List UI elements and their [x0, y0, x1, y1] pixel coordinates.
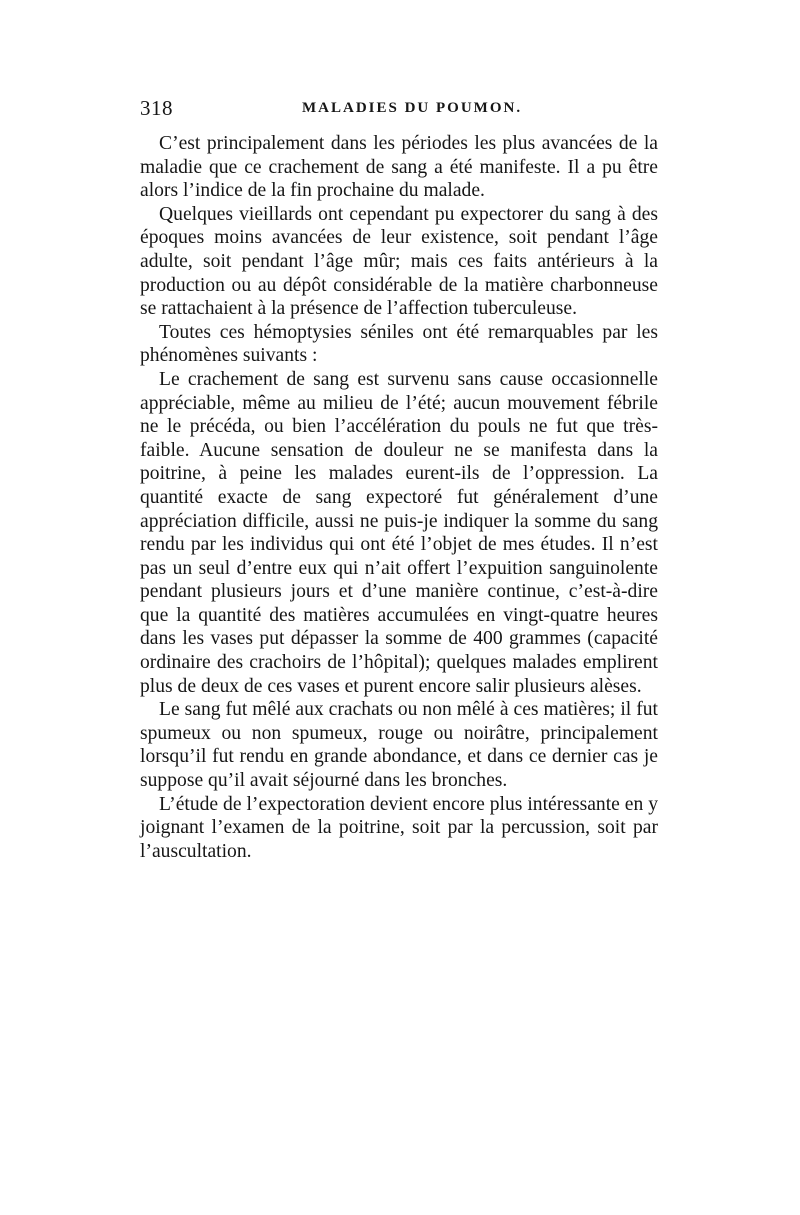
- page-number: 318: [140, 96, 173, 120]
- running-head: [140, 96, 660, 124]
- paragraph: C’est principalement dans les périodes les plus avancées de la maladie que ce crachement de sang a été manifeste. Il a pu être alors l’indice de la fin prochaine du malade.: [140, 133, 658, 202]
- paragraph: L’étude de l’expectoration devient encore plus intéressante en y joignant l’examen de la poitrine, soit par la percussion, soit par l’auscultation.: [140, 793, 658, 862]
- body-text: [140, 132, 658, 863]
- paragraph: Le crachement de sang est survenu sans cause occasionnelle appréciable, même au milieu de l’été; aucun mouvement fébrile ne le précéda, ou bien l’accélération du pouls ne fut que très-faible. Aucune sensation de douleur ne se manifesta dans la poitrine, à peine les malades eurent-ils de l’oppression. La quantité exacte de sang expectoré fut généralement d’une appréciation difficile, aussi ne puis-je indiquer la somme du sang rendu par les individus qui ont été l’objet de mes études. Il n’est pas un seul d’entre eux qui n’ait offert l’expuition sanguinolente pendant plusieurs jours et d’une manière continue, c’est-à-dire que la quantité des matières accumulées en vingt-quatre heures dans les vases put dépasser la somme de 400 grammes (capacité ordinaire des crachoirs de l’hôpital); quelques malades emplirent plus de deux de ces vases et purent encore salir plusieurs alèses.: [140, 368, 658, 697]
- paragraph: Toutes ces hémoptysies séniles ont été remarquables par les phénomènes suivants :: [140, 321, 658, 367]
- paragraph: Le sang fut mêlé aux crachats ou non mêlé à ces matières; il fut spumeux ou non spumeux, rouge ou noirâtre, principalement lorsqu’il fut rendu en grande abondance, et dans ce dernier cas je suppose qu’il avait séjourné dans les bronches.: [140, 699, 658, 792]
- running-title: MALADIES DU POUMON.: [302, 100, 523, 116]
- paragraph: Quelques vieillards ont cependant pu expectorer du sang à des époques moins avancées de leur existence, soit pendant l’âge adulte, soit pendant l’âge mûr; mais ces faits antérieurs à la production ou au dépôt considérable de la matière charbonneuse se rattachaient à la présence de l’affection tuberculeuse.: [140, 203, 658, 320]
